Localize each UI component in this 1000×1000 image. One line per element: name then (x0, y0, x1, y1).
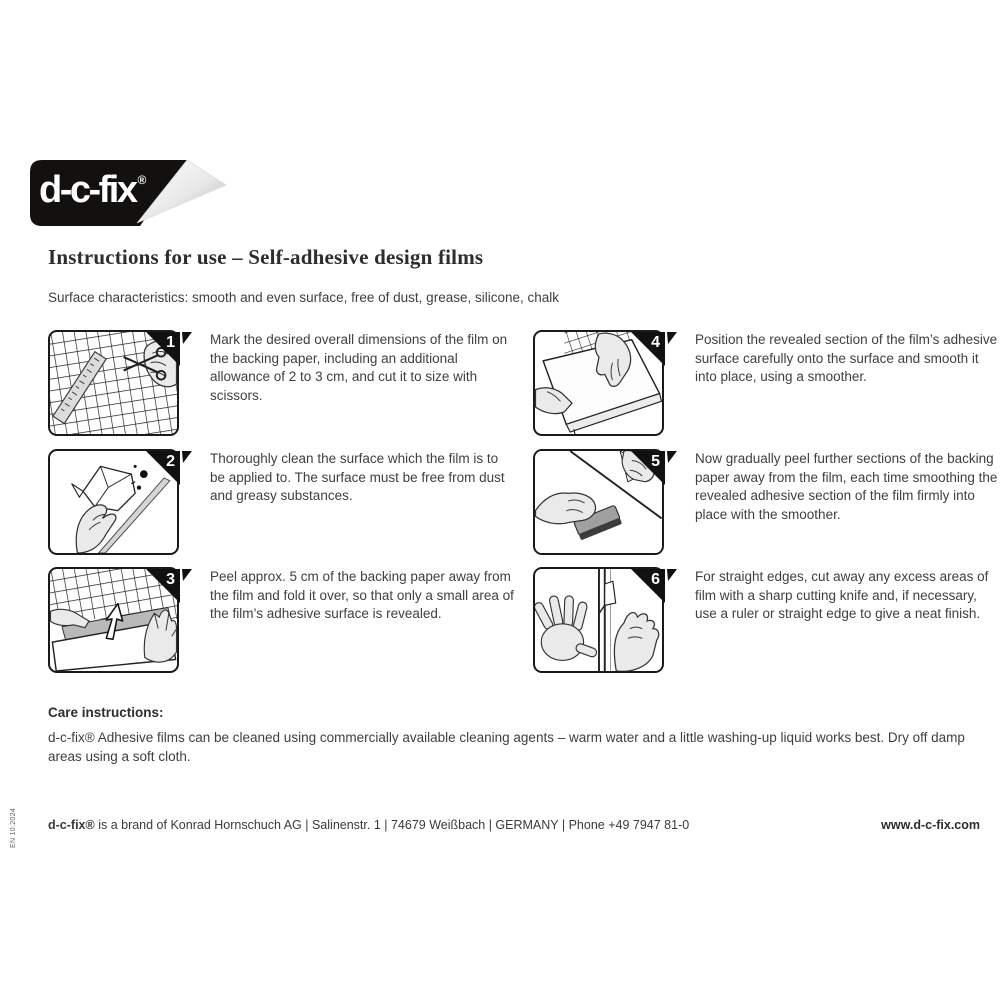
step-1-text: Mark the desired overall dimensions of the film on the backing paper, including an additional allowance of 2 to 3 cm, and cut it to size with scissors. (210, 332, 508, 403)
step-6-figure (533, 567, 664, 673)
step-2-figure (48, 449, 179, 555)
step-3-text: Peel approx. 5 cm of the backing paper away from the film and fold it over, so that only a small area of the film’s adhesive surface is revealed. (210, 569, 514, 621)
logo-brand-text: d-c-fix (39, 169, 136, 211)
step-number-badge (144, 449, 192, 487)
step-number-badge (629, 567, 677, 605)
step-1-figure (48, 330, 179, 436)
surface-characteristics-text: Surface characteristics: smooth and even surface, free of dust, grease, silicone, chalk (48, 290, 560, 305)
care-instructions-heading: Care instructions: (48, 705, 164, 720)
step-number-badge (629, 330, 677, 368)
care-instructions (48, 703, 980, 766)
step-4-text: Position the revealed section of the film’s adhesive surface carefully onto the surface and smooth it into place, using a smoother. (695, 332, 998, 384)
dcfix-logo-wordmark (39, 171, 146, 209)
step-number: 2 (166, 453, 175, 470)
step-3-figure (48, 567, 179, 673)
step-number: 4 (651, 334, 660, 351)
logo-registered-mark: ® (137, 173, 147, 187)
step-5-figure (533, 449, 664, 555)
step-2 (48, 449, 518, 559)
step-number: 5 (651, 453, 660, 470)
dcfix-logo (30, 160, 230, 228)
care-instructions-body: d-c-fix® Adhesive films can be cleaned using commercially available cleaning agents – warm water and a little washing-up liquid works best. Dry off damp areas using a soft cloth. (48, 730, 965, 764)
step-4-figure (533, 330, 664, 436)
footer (48, 818, 980, 832)
step-4 (533, 330, 1000, 440)
step-number-badge (629, 449, 677, 487)
step-5 (533, 449, 1000, 559)
step-number-badge (144, 330, 192, 368)
step-2-text: Thoroughly clean the surface which the film is to be applied to. The surface must be free from dust and greasy substances. (210, 451, 505, 503)
page-title: Instructions for use – Self-adhesive design films (48, 245, 484, 269)
step-number: 6 (651, 571, 660, 588)
step-6 (533, 567, 1000, 677)
step-number-badge (144, 567, 192, 605)
step-6-text: For straight edges, cut away any excess areas of film with a sharp cutting knife and, if necessary, use a ruler or straight edge to give a neat finish. (695, 569, 989, 621)
step-number: 3 (166, 571, 175, 588)
footer-brand: d-c-fix® (48, 818, 95, 832)
edition-code: EN 10.2024 (10, 808, 17, 848)
footer-company-text: is a brand of Konrad Hornschuch AG | Salinenstr. 1 | 74679 Weißbach | GERMANY | Phone +49 7947 81-0 (94, 818, 690, 832)
step-5-text: Now gradually peel further sections of the backing paper away from the film, each time smoothing the revealed adhesive section of the film firmly into place with the smoother. (695, 451, 998, 522)
company-address-line (48, 818, 689, 832)
step-number: 1 (166, 334, 175, 351)
step-1 (48, 330, 518, 440)
step-3 (48, 567, 518, 677)
website-url: www.d-c-fix.com (881, 818, 980, 832)
